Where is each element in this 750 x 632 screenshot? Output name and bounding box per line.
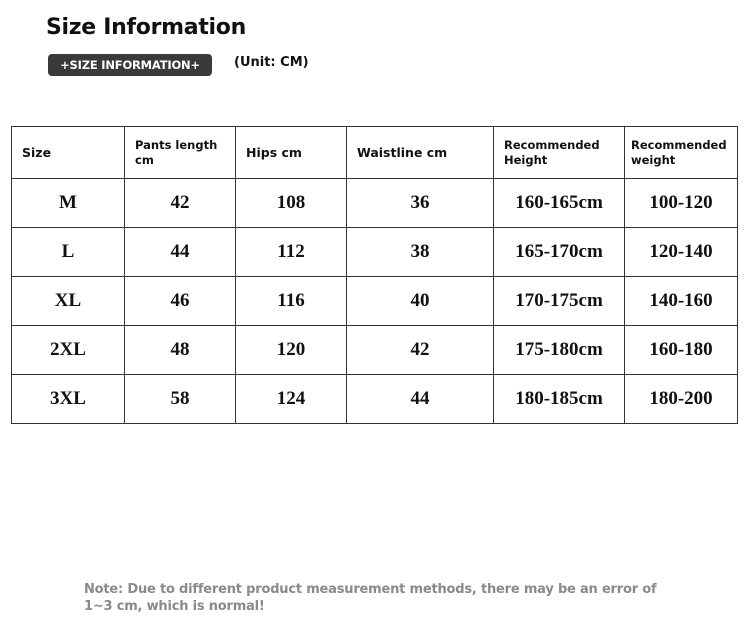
cell-recommended-height: 170-175cm <box>494 277 625 326</box>
cell-size: 2XL <box>12 326 125 375</box>
section-badge: +SIZE INFORMATION+ <box>48 54 212 76</box>
cell-recommended-weight: 160-180 <box>625 326 738 375</box>
cell-pants-length: 44 <box>125 228 236 277</box>
table-row <box>12 277 738 326</box>
cell-size: M <box>12 179 125 228</box>
measurement-note: Note: Due to different product measurement methods, there may be an error of 1~3 cm, which is normal! <box>84 582 657 614</box>
cell-hips: 108 <box>236 179 347 228</box>
column-header-waistline: Waistline cm <box>347 127 494 179</box>
cell-recommended-height: 175-180cm <box>494 326 625 375</box>
table-row <box>12 179 738 228</box>
table-header-row <box>12 127 738 179</box>
cell-recommended-height: 160-165cm <box>494 179 625 228</box>
cell-recommended-weight: 100-120 <box>625 179 738 228</box>
cell-pants-length: 58 <box>125 375 236 424</box>
cell-pants-length: 42 <box>125 179 236 228</box>
column-header-recommended-weight: Recommended weight <box>625 127 738 179</box>
cell-hips: 120 <box>236 326 347 375</box>
cell-size: L <box>12 228 125 277</box>
column-header-hips: Hips cm <box>236 127 347 179</box>
table-row <box>12 326 738 375</box>
cell-waistline: 38 <box>347 228 494 277</box>
cell-hips: 112 <box>236 228 347 277</box>
cell-waistline: 36 <box>347 179 494 228</box>
cell-waistline: 44 <box>347 375 494 424</box>
cell-recommended-weight: 120-140 <box>625 228 738 277</box>
size-table <box>11 126 738 424</box>
cell-waistline: 42 <box>347 326 494 375</box>
column-header-size: Size <box>12 127 125 179</box>
cell-waistline: 40 <box>347 277 494 326</box>
cell-recommended-weight: 140-160 <box>625 277 738 326</box>
table-row <box>12 375 738 424</box>
cell-hips: 124 <box>236 375 347 424</box>
cell-size: XL <box>12 277 125 326</box>
cell-recommended-height: 165-170cm <box>494 228 625 277</box>
unit-label: (Unit: CM) <box>234 55 309 70</box>
table-row <box>12 228 738 277</box>
cell-pants-length: 46 <box>125 277 236 326</box>
cell-pants-length: 48 <box>125 326 236 375</box>
cell-size: 3XL <box>12 375 125 424</box>
cell-recommended-height: 180-185cm <box>494 375 625 424</box>
cell-hips: 116 <box>236 277 347 326</box>
page-title: Size Information <box>46 15 246 40</box>
column-header-pants-length: Pants length cm <box>125 127 236 179</box>
column-header-recommended-height: Recommended Height <box>494 127 625 179</box>
cell-recommended-weight: 180-200 <box>625 375 738 424</box>
